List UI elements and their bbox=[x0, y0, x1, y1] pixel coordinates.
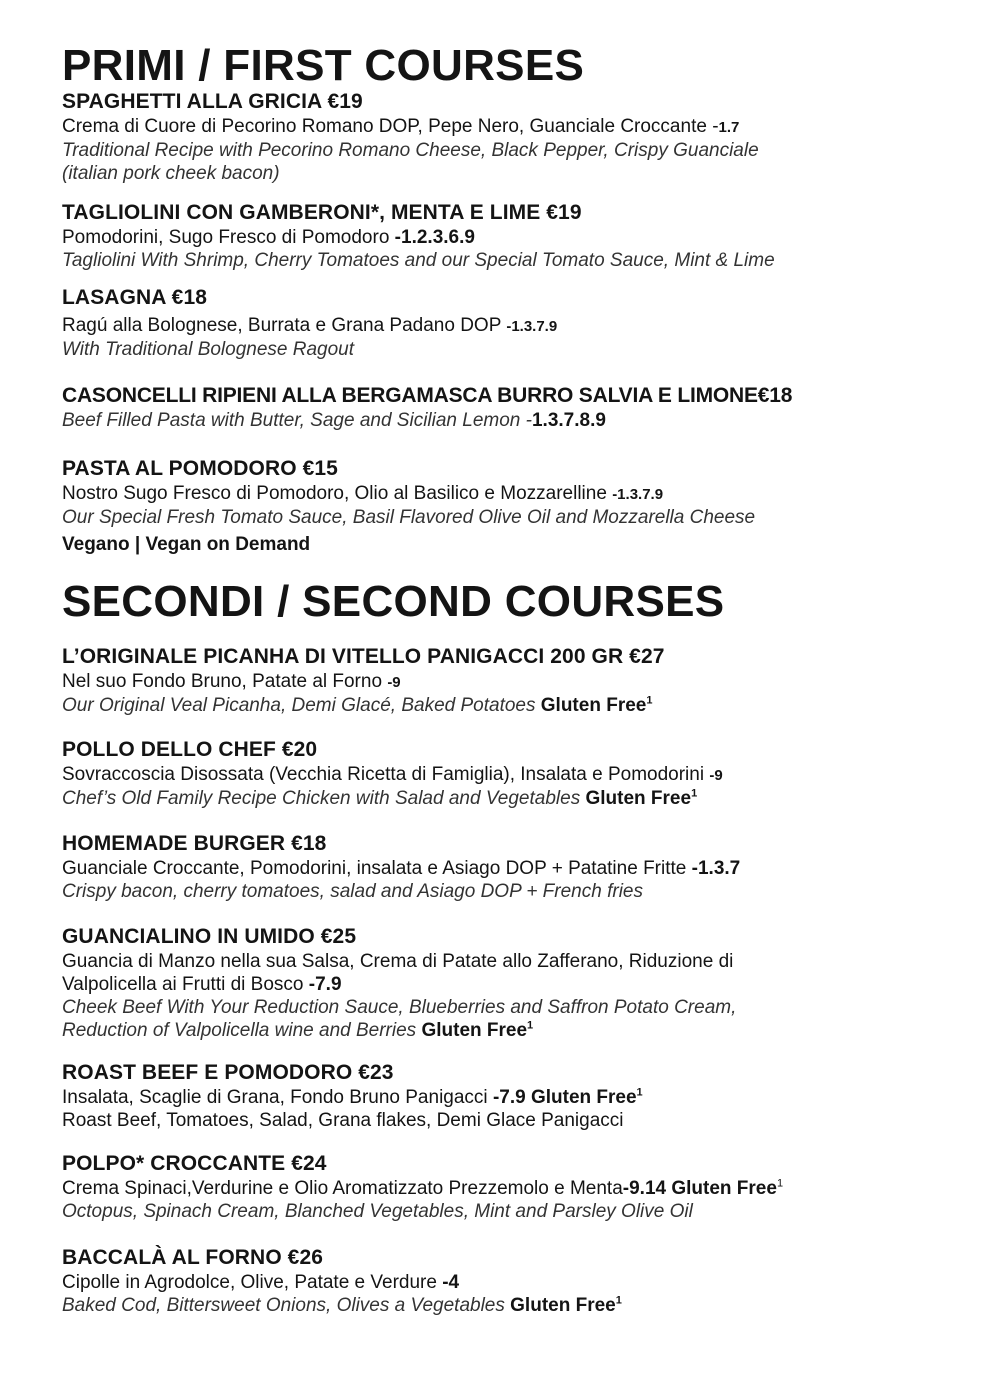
item-name: TAGLIOLINI CON GAMBERONI*, MENTA E LIME €19 bbox=[62, 201, 582, 224]
item-desc-it: Sovraccoscia Disossata (Vecchia Ricetta di Famiglia), Insalata e Pomodorini -9 bbox=[62, 764, 723, 785]
item-name: SPAGHETTI ALLA GRICIA €19 bbox=[62, 90, 363, 113]
item-name: LASAGNA €18 bbox=[62, 286, 208, 309]
item-name: BACCALÀ AL FORNO €26 bbox=[62, 1246, 324, 1269]
item-desc-it: Nel suo Fondo Bruno, Patate al Forno -9 bbox=[62, 671, 401, 692]
allergen-code: 1.3.7.8.9 bbox=[531, 410, 606, 431]
gluten-free-label: Gluten Free bbox=[585, 788, 692, 809]
item-name: PASTA AL POMODORO €15 bbox=[62, 457, 338, 480]
item-name: POLPO* CROCCANTE €24 bbox=[62, 1152, 327, 1175]
section-title-secondi: SECONDI / SECOND COURSES bbox=[62, 577, 725, 626]
item-desc-it: Cipolle in Agrodolce, Olive, Patate e Verdure -4 bbox=[62, 1272, 460, 1293]
menu-item-polpo-croccante bbox=[62, 1151, 962, 1223]
allergen-code: -1.3.7 bbox=[691, 858, 741, 879]
item-name: POLLO DELLO CHEF €20 bbox=[62, 738, 318, 761]
gluten-free-note: 1 bbox=[776, 1177, 784, 1190]
item-desc-en: Roast Beef, Tomatoes, Salad, Grana flakes, Demi Glace Panigacci bbox=[62, 1110, 624, 1131]
menu-item-lasagna bbox=[62, 285, 962, 361]
allergen-code: 1.7 bbox=[718, 119, 740, 136]
item-desc-it: Nostro Sugo Fresco di Pomodoro, Olio al Basilico e Mozzarelline -1.3.7.9 bbox=[62, 483, 664, 504]
item-desc-en: Traditional Recipe with Pecorino Romano Cheese, Black Pepper, Crispy Guanciale bbox=[62, 140, 759, 161]
item-desc-en: Baked Cod, Bittersweet Onions, Olives a Vegetables Gluten Free$^1$ bbox=[62, 1294, 622, 1316]
menu-item-pollo-chef bbox=[62, 737, 962, 810]
allergen-code: -7.9 Gluten Free bbox=[492, 1087, 637, 1108]
gluten-free-label: Gluten Free bbox=[540, 695, 647, 716]
item-desc-it: Crema Spinaci,Verdurine e Olio Aromatizzato Prezzemolo e Menta-9.14 Gluten Free$^1$ bbox=[62, 1177, 784, 1199]
allergen-code: -4 bbox=[442, 1272, 460, 1293]
item-desc-en: Cheek Beef With Your Reduction Sauce, Blueberries and Saffron Potato Cream, bbox=[62, 997, 737, 1018]
menu-item-picanha bbox=[62, 644, 962, 717]
gluten-free-label: Gluten Free bbox=[421, 1020, 528, 1041]
menu-item-pasta-pomodoro bbox=[62, 456, 962, 556]
item-name: L’ORIGINALE PICANHA DI VITELLO PANIGACCI 200 GR €27 bbox=[62, 645, 665, 668]
menu-item-tagliolini-gamberoni bbox=[62, 200, 962, 272]
menu-item-homemade-burger bbox=[62, 831, 962, 903]
item-desc-en: Our Original Veal Picanha, Demi Glacé, Baked Potatoes Gluten Free$^1$ bbox=[62, 694, 653, 716]
item-name: GUANCIALINO IN UMIDO €25 bbox=[62, 925, 357, 948]
item-desc-it: Insalata, Scaglie di Grana, Fondo Bruno Panigacci -7.9 Gluten Free$^1$ bbox=[62, 1086, 643, 1108]
allergen-code: -7.9 bbox=[308, 974, 342, 995]
section-title-primi: PRIMI / FIRST COURSES bbox=[62, 41, 585, 90]
vegan-option: Vegano | Vegan on Demand bbox=[62, 534, 311, 555]
item-desc-it: Guanciale Croccante, Pomodorini, insalata e Asiago DOP + Patatine Fritte -1.3.7 bbox=[62, 858, 741, 879]
item-desc-en: Chef’s Old Family Recipe Chicken with Salad and Vegetables Gluten Free$^1$ bbox=[62, 787, 698, 809]
item-desc-it: Ragú alla Bolognese, Burrata e Grana Padano DOP -1.3.7.9 bbox=[62, 315, 558, 336]
item-desc-en: Reduction of Valpolicella wine and Berries Gluten Free$^1$ bbox=[62, 1019, 534, 1041]
item-desc-en: Octopus, Spinach Cream, Blanched Vegetables, Mint and Parsley Olive Oil bbox=[62, 1201, 693, 1222]
item-desc-en: Beef Filled Pasta with Butter, Sage and Sicilian Lemon -1.3.7.8.9 bbox=[62, 410, 606, 431]
item-desc-en: With Traditional Bolognese Ragout bbox=[62, 339, 355, 360]
gluten-free-note: 1 bbox=[646, 694, 653, 707]
item-name: HOMEMADE BURGER €18 bbox=[62, 832, 327, 855]
item-desc-en: Crispy bacon, cherry tomatoes, salad and Asiago DOP + French fries bbox=[62, 881, 643, 902]
item-desc-it: Valpolicella ai Frutti di Bosco -7.9 bbox=[62, 974, 342, 995]
allergen-code: -1.2.3.6.9 bbox=[394, 227, 475, 248]
item-desc-it: Crema di Cuore di Pecorino Romano DOP, Pepe Nero, Guanciale Croccante -1.7 bbox=[62, 116, 740, 137]
menu-item-baccala bbox=[62, 1245, 962, 1317]
gluten-free-note: 1 bbox=[527, 1019, 534, 1032]
item-desc-it: Guancia di Manzo nella sua Salsa, Crema di Patate allo Zafferano, Riduzione di bbox=[62, 951, 734, 972]
item-name: ROAST BEEF E POMODORO €23 bbox=[62, 1061, 394, 1084]
item-name: CASONCELLI RIPIENI ALLA BERGAMASCA BURRO SALVIA E LIMONE€18 bbox=[62, 384, 793, 407]
gluten-free-note: 1 bbox=[636, 1086, 643, 1099]
menu-item-spaghetti-gricia bbox=[62, 89, 962, 185]
menu-item-roast-beef bbox=[62, 1060, 962, 1132]
allergen-code: -9.14 Gluten Free bbox=[622, 1178, 777, 1199]
item-desc-en: Tagliolini With Shrimp, Cherry Tomatoes and our Special Tomato Sauce, Mint & Lime bbox=[62, 250, 775, 271]
gluten-free-note: 1 bbox=[615, 1294, 622, 1307]
menu-item-guancialino bbox=[62, 924, 962, 1042]
item-desc-en: (italian pork cheek bacon) bbox=[62, 163, 280, 184]
item-desc-it: Pomodorini, Sugo Fresco di Pomodoro -1.2.3.6.9 bbox=[62, 227, 475, 248]
gluten-free-note: 1 bbox=[691, 787, 698, 800]
allergen-code: -9 bbox=[387, 674, 401, 691]
item-desc-en: Our Special Fresh Tomato Sauce, Basil Flavored Olive Oil and Mozzarella Cheese bbox=[62, 507, 756, 528]
allergen-code: -9 bbox=[709, 767, 723, 784]
allergen-code: -1.3.7.9 bbox=[612, 486, 664, 503]
gluten-free-label: Gluten Free bbox=[510, 1295, 616, 1316]
menu-item-casoncelli bbox=[62, 383, 962, 432]
allergen-code: -1.3.7.9 bbox=[506, 318, 558, 335]
